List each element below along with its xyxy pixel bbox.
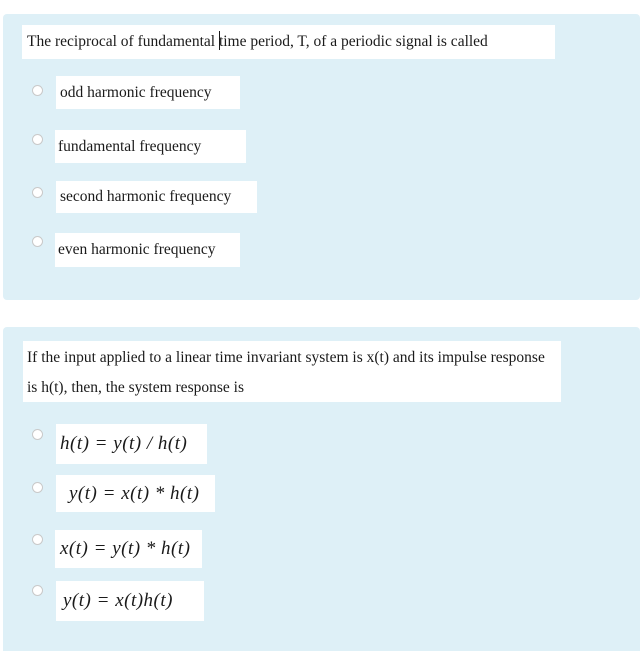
option-label-1-4[interactable]: even harmonic frequency — [55, 233, 240, 267]
question-1-text-part-1: The reciprocal of fundamental — [27, 33, 219, 50]
option-radio-2-4[interactable] — [32, 585, 43, 596]
option-radio-2-1[interactable] — [32, 429, 43, 440]
question-card-2 — [3, 327, 640, 651]
option-label-1-1[interactable]: odd harmonic frequency — [56, 76, 240, 109]
option-radio-1-4[interactable] — [32, 236, 43, 247]
question-2-text: If the input applied to a linear time invariant system is x(t) and its impulse response is h(t), then, the system response is — [23, 341, 561, 402]
option-label-1-3[interactable]: second harmonic frequency — [56, 181, 257, 213]
question-card-1 — [3, 14, 640, 300]
option-label-2-2[interactable]: y(t) = x(t) * h(t) — [56, 475, 215, 512]
option-radio-1-2[interactable] — [32, 134, 43, 145]
option-label-1-2[interactable]: fundamental frequency — [55, 130, 246, 163]
option-radio-2-2[interactable] — [32, 482, 43, 493]
option-radio-1-1[interactable] — [32, 85, 43, 96]
question-1-text — [22, 25, 555, 59]
option-radio-1-3[interactable] — [32, 187, 43, 198]
question-1-text-part-2: time period, T, of a periodic signal is called — [218, 33, 488, 50]
option-label-2-4[interactable]: y(t) = x(t)h(t) — [56, 581, 204, 621]
option-label-2-3[interactable]: x(t) = y(t) * h(t) — [55, 530, 202, 568]
option-label-2-1[interactable]: h(t) = y(t) / h(t) — [56, 424, 207, 464]
option-radio-2-3[interactable] — [32, 534, 43, 545]
